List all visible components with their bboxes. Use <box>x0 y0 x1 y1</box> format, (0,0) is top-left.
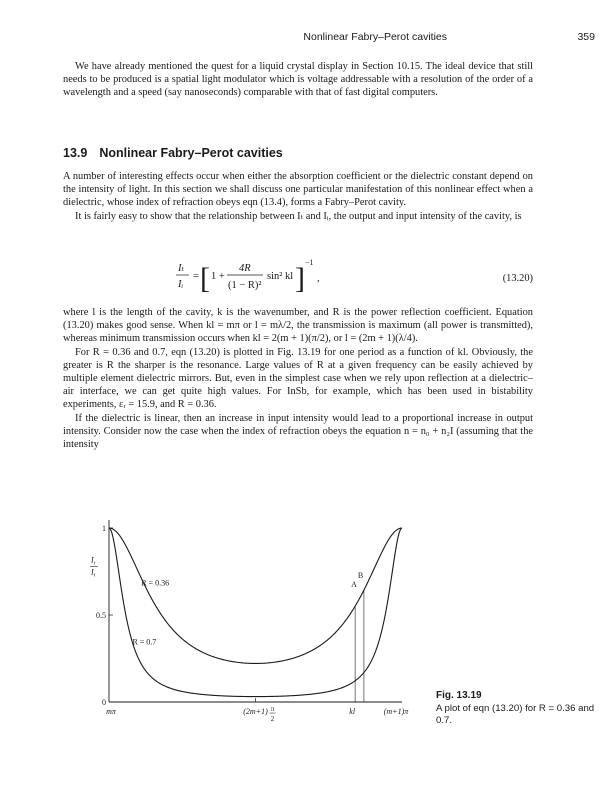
y-axis-label-den: $I_i$ <box>91 567 96 579</box>
x-tick-label: mπ <box>106 707 116 716</box>
eq-one-plus: 1 + <box>211 271 225 282</box>
eq-left-bracket: [ <box>200 262 210 295</box>
eq-trailing-comma: , <box>317 273 320 284</box>
equation-number: (13.20) <box>502 273 533 284</box>
eq-exponent: −1 <box>305 258 314 267</box>
page-header <box>63 31 595 49</box>
intro-paragraph-block <box>63 60 533 100</box>
y-tick-label: 1 <box>102 524 106 533</box>
equation-graphic <box>63 258 533 302</box>
eq-right-bracket: ] <box>295 262 305 295</box>
section-number: 13.9 <box>63 146 88 160</box>
y-tick-1 <box>96 611 113 620</box>
x-tick-3 <box>384 707 410 716</box>
running-title: Nonlinear Fabry–Perot cavities <box>303 31 447 43</box>
eq-frac-num: 4R <box>239 263 251 274</box>
y-axis-label-num: $I_t$ <box>91 555 96 567</box>
y-tick-label: 0 <box>102 698 106 707</box>
paragraph-3: where l is the length of the cavity, k is the wavenumber, and R is the power reflection coefficient. Equation (13.20) makes good sense. When kl = mπ or l = mλ/2, the transmission is maximum (all power is transmitted), whereas minimum transmission occurs when kl = 2(m + 1)(π/2), or l = (2m + 1)(λ/4). <box>63 307 533 345</box>
figure-caption <box>436 690 601 727</box>
caption-text: A plot of eqn (13.20) for R = 0.36 and 0.7. <box>436 703 595 726</box>
section-body-bottom <box>63 306 533 451</box>
paragraph-2: It is fairly easy to show that the relationship between Iₜ and Iᵢ, the output and input intensity of the cavity, is <box>75 210 522 222</box>
transmission-plot <box>84 510 414 735</box>
x-tick-label: (2m+1) <box>243 707 268 716</box>
page-number: 359 <box>577 31 595 43</box>
x-tick-2 <box>349 707 356 716</box>
series-r07-label: R = 0.7 <box>132 637 157 647</box>
eq-equals: = <box>193 271 199 282</box>
y-tick-0 <box>102 698 113 707</box>
section-title: Nonlinear Fabry–Perot cavities <box>99 146 283 160</box>
paragraph-4: For R = 0.36 and 0.7, eqn (13.20) is plotted in Fig. 13.19 for one period as a function of kl. Obviously, the greater is R the sharper is the resonance. Large values of R at a given frequency can be easily achieved by multiple element dielectric mirrors. But, even in the simplest case when we rely upon reflection at a dielectric–air interface, we can get quite high values. For InSb, for example, which has been used in bistability experiments, εᵣ = 15.9, and R = 0.36. <box>63 346 533 411</box>
y-tick-label: 0.5 <box>96 611 106 620</box>
eq-lhs-den: Iᵢ <box>178 279 184 290</box>
x-tick-label-frac-den: 2 <box>270 715 275 723</box>
eq-lhs-num: Iₜ <box>178 263 185 274</box>
marker-label-b: B <box>357 571 364 581</box>
equation-13-20 <box>63 258 533 302</box>
paragraph-5: If the dielectric is linear, then an increase in input intensity would lead to a proportional increase in output intensity. Consider now the case when the index of refraction obeys the equation n = n₀ + n₂I (assuming that the intensity <box>63 412 533 451</box>
eq-frac-den: (1 − R)² <box>228 280 262 291</box>
figure-label: Fig. 13.19 <box>436 690 482 701</box>
marker-label-a: A <box>351 580 357 590</box>
series-r07-line <box>109 528 402 697</box>
section-body-top <box>63 170 533 223</box>
x-tick-label-frac-num: π <box>270 705 275 713</box>
intro-paragraph: We have already mentioned the quest for a liquid crystal display in Section 10.15. The ideal device that still needs to be produced is a spatial light modulator which is voltage addressable with a resolution of the order of a wavelength and a speed (say nanoseconds) comparable with that of fast digital computers. <box>63 61 533 99</box>
x-tick-label: (m+1)π <box>383 707 409 716</box>
paragraph-1: A number of interesting effects occur when either the absorption coefficient or the dielectric constant depend on the intensity of light. In this section we shall discuss one particular manifestation of this nonlinear effect when a dielectric, whose index of refraction obeys eqn (13.4), forms a Fabry–Perot cavity. <box>63 171 533 209</box>
eq-trig: sin² kl <box>267 271 294 282</box>
x-tick-0 <box>106 707 117 716</box>
figure-13-19 <box>84 510 414 740</box>
series-r036-label: R = 0.36 <box>141 578 170 588</box>
section-heading <box>63 146 283 160</box>
x-tick-label: kl <box>349 707 356 716</box>
